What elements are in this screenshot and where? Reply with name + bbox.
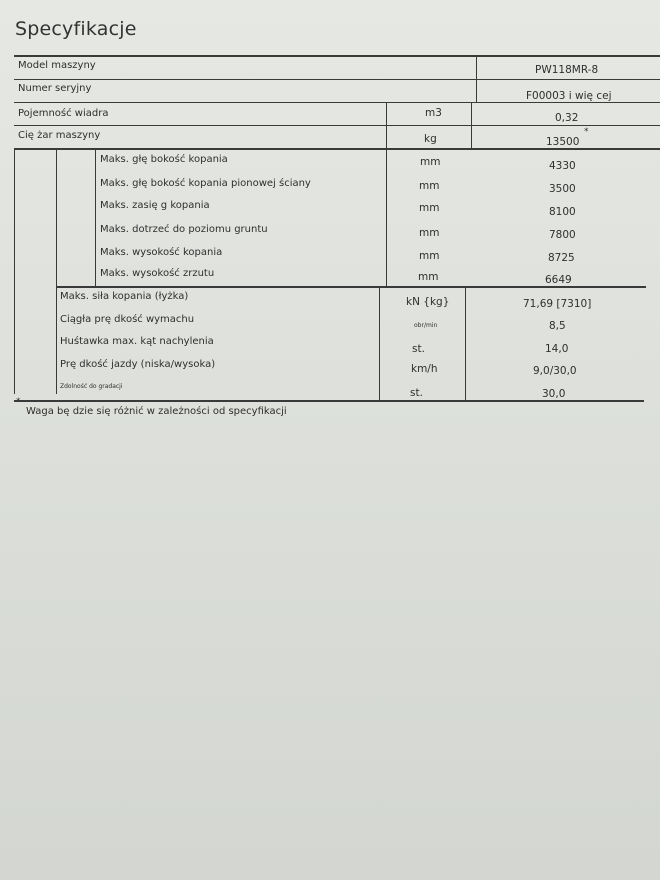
column-divider xyxy=(95,148,96,286)
row-unit-dump-height: mm xyxy=(418,271,439,283)
footnote-marker: * xyxy=(16,397,21,407)
row-label-dig-reach: Maks. zasię g kopania xyxy=(100,200,210,211)
row-label-weight: Cię żar maszyny xyxy=(18,130,101,141)
column-divider xyxy=(471,102,472,148)
row-unit-dig-height: mm xyxy=(419,250,440,262)
row-divider xyxy=(56,286,646,288)
table-border-top xyxy=(14,55,660,57)
row-value-dig-reach: 8100 xyxy=(549,206,576,218)
row-label-model: Model maszyny xyxy=(18,60,96,71)
row-value-wall-depth: 3500 xyxy=(549,183,576,195)
row-unit-dig-depth: mm xyxy=(420,156,441,168)
row-value-dig-depth: 4330 xyxy=(549,160,576,172)
row-divider xyxy=(14,102,660,103)
footnote-text: Waga bę dzie się różnić w zależności od specyfikacji xyxy=(26,406,287,417)
row-label-travel-speed: Prę dkość jazdy (niska/wysoka) xyxy=(60,359,216,370)
row-unit-swing-speed: obr/min xyxy=(414,322,438,329)
row-unit-ground-reach: mm xyxy=(419,227,440,239)
row-value-bucket: 0,32 xyxy=(555,112,579,124)
row-value-gradeability: 30,0 xyxy=(542,388,566,400)
row-value-travel-speed: 9,0/30,0 xyxy=(533,365,577,377)
footnote-marker: * xyxy=(584,127,589,137)
row-unit-travel-speed: km/h xyxy=(411,363,438,375)
row-divider xyxy=(14,79,660,80)
row-label-wall-depth: Maks. głę bokość kopania pionowej ściany xyxy=(100,178,311,189)
row-unit-dig-force: kN {kg} xyxy=(406,296,450,308)
column-divider xyxy=(465,286,466,400)
row-label-slope-angle: Huśtawka max. kąt nachylenia xyxy=(60,336,214,347)
row-label-gradeability: Zdolność do gradacji xyxy=(60,383,123,390)
row-divider xyxy=(14,148,660,150)
row-label-dump-height: Maks. wysokość zrzutu xyxy=(100,268,215,279)
row-value-slope-angle: 14,0 xyxy=(545,343,569,355)
row-value-weight: 13500 xyxy=(546,136,580,148)
row-value-swing-speed: 8,5 xyxy=(549,320,566,332)
row-label-serial: Numer seryjny xyxy=(18,83,92,94)
row-label-swing-speed: Ciągła prę dkość wymachu xyxy=(60,314,195,325)
row-value-dig-force: 71,69 [7310] xyxy=(523,298,592,310)
row-unit-slope-angle: st. xyxy=(412,343,425,355)
column-divider xyxy=(14,148,15,394)
row-label-dig-force: Maks. siła kopania (łyżka) xyxy=(60,291,189,302)
row-value-model: PW118MR-8 xyxy=(535,64,599,76)
row-label-dig-height: Maks. wysokość kopania xyxy=(100,247,223,258)
column-divider xyxy=(476,55,477,103)
row-value-dump-height: 6649 xyxy=(545,274,572,286)
column-divider xyxy=(56,148,57,394)
row-unit-gradeability: st. xyxy=(410,387,423,399)
column-divider xyxy=(379,286,380,400)
row-value-serial: F00003 i wię cej xyxy=(526,90,612,102)
row-value-ground-reach: 7800 xyxy=(549,229,576,241)
row-unit-dig-reach: mm xyxy=(419,202,440,214)
row-unit-wall-depth: mm xyxy=(419,180,440,192)
column-divider xyxy=(386,102,387,286)
row-value-dig-height: 8725 xyxy=(548,252,575,264)
row-label-ground-reach: Maks. dotrzeć do poziomu gruntu xyxy=(100,224,268,235)
page-title: Specyfikacje xyxy=(15,18,137,40)
table-border-bottom xyxy=(14,400,644,402)
row-unit-bucket: m3 xyxy=(425,107,442,119)
row-divider xyxy=(14,125,660,126)
row-label-dig-depth: Maks. głę bokość kopania xyxy=(100,154,228,165)
row-unit-weight: kg xyxy=(424,133,437,145)
row-label-bucket: Pojemność wiadra xyxy=(18,108,109,119)
